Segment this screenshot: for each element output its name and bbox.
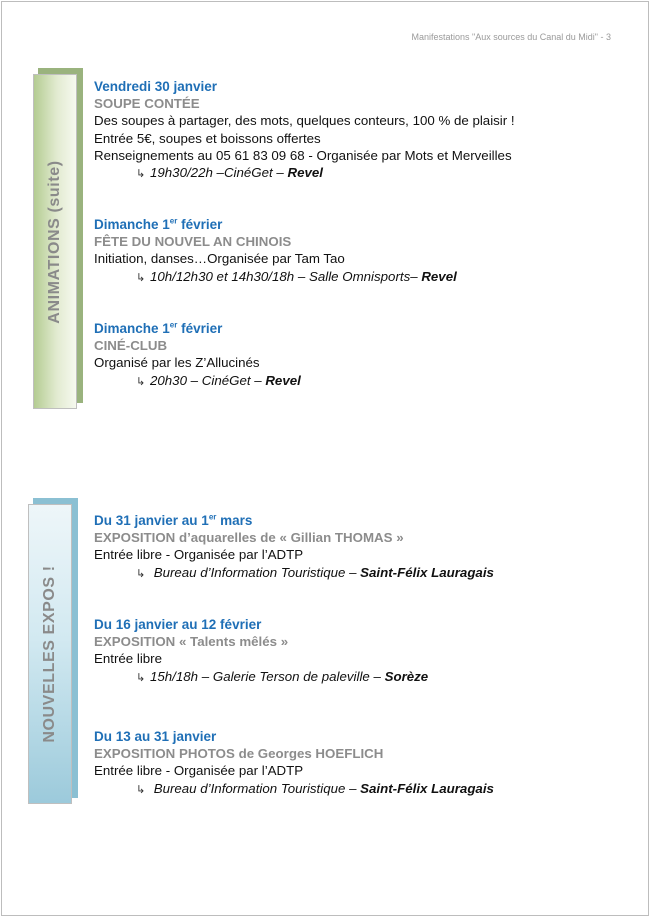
event-title: EXPOSITION « Talents mêlés » <box>94 634 289 650</box>
pointer-arrow-icon: ↳ <box>136 271 146 284</box>
event-description: Entrée libre - Organisée par l’ADTP <box>94 763 304 779</box>
pointer-arrow-icon: ↳ <box>136 168 146 181</box>
event-cine-club <box>94 320 614 391</box>
event-date: Vendredi 30 janvier <box>94 79 218 94</box>
event-date <box>94 320 614 337</box>
event-date <box>94 216 614 233</box>
expos-section-label: NOUVELLES EXPOS ! <box>41 565 58 743</box>
event-date-sup: er <box>208 512 217 522</box>
pointer-arrow-icon: ↳ <box>136 567 146 580</box>
event-location <box>94 268 614 287</box>
event-date-suffix: février <box>177 217 223 232</box>
event-description: Initiation, danses…Organisée par Tam Tao <box>94 251 345 267</box>
event-date: Du 16 janvier au 12 février <box>94 617 262 632</box>
event-date: Du 13 au 31 janvier <box>94 729 217 744</box>
event-title: EXPOSITION d’aquarelles de « Gillian THOMAS » <box>94 530 404 546</box>
event-date-sup: er <box>169 320 178 330</box>
event-title: FÊTE DU NOUVEL AN CHINOIS <box>94 234 292 250</box>
event-expo-talents-meles <box>94 616 614 687</box>
expos-section-tab <box>28 504 72 804</box>
event-location <box>94 564 614 583</box>
event-date-prefix: Dimanche 1 <box>94 321 170 336</box>
pointer-arrow-icon: ↳ <box>136 375 146 388</box>
running-header: Manifestations "Aux sources du Canal du Midi" - 3 <box>411 32 611 42</box>
event-city: Sorèze <box>384 668 429 684</box>
event-description: Organisé par les Z’Allucinés <box>94 355 260 371</box>
event-price: Entrée 5€, soupes et boissons offertes <box>94 130 321 146</box>
event-city: Saint-Félix Lauragais <box>360 780 494 796</box>
event-soupe-contee <box>94 78 614 183</box>
event-nouvel-an-chinois <box>94 216 614 287</box>
event-time-place: 20h30 – CinéGet – <box>150 372 266 388</box>
event-city: Saint-Félix Lauragais <box>360 564 494 580</box>
event-location <box>94 372 614 391</box>
event-description: Entrée libre - Organisée par l’ADTP <box>94 547 304 563</box>
event-city: Revel <box>421 268 457 284</box>
event-title: EXPOSITION PHOTOS de Georges HOEFLICH <box>94 746 384 762</box>
event-expo-photos-hoeflich <box>94 728 614 799</box>
event-date-prefix: Dimanche 1 <box>94 217 170 232</box>
event-date <box>94 512 614 529</box>
event-location <box>94 668 614 687</box>
pointer-arrow-icon: ↳ <box>136 783 146 796</box>
event-time-place: Bureau d’Information Touristique – <box>150 780 361 796</box>
event-description: Des soupes à partager, des mots, quelques conteurs, 100 % de plaisir ! <box>94 113 515 129</box>
event-time-place: 10h/12h30 et 14h30/18h – Salle Omnisports– <box>150 268 422 284</box>
event-title: SOUPE CONTÉE <box>94 96 200 112</box>
animations-section-tab <box>33 74 77 409</box>
event-date-suffix: février <box>177 321 223 336</box>
event-location <box>94 780 614 799</box>
event-expo-gillian-thomas <box>94 512 614 583</box>
event-date-sup: er <box>169 216 178 226</box>
event-city: Revel <box>265 372 301 388</box>
event-date-suffix: mars <box>216 513 253 528</box>
event-location <box>94 164 614 183</box>
pointer-arrow-icon: ↳ <box>136 671 146 684</box>
event-time-place: 15h/18h – Galerie Terson de paleville – <box>150 668 385 684</box>
event-contact: Renseignements au 05 61 83 09 68 - Organisée par Mots et Merveilles <box>94 147 512 163</box>
event-title: CINÉ-CLUB <box>94 338 168 354</box>
animations-section-label: ANIMATIONS (suite) <box>46 159 63 324</box>
event-time-place: Bureau d’Information Touristique – <box>150 564 361 580</box>
event-time-place: 19h30/22h –CinéGet – <box>150 165 288 181</box>
event-city: Revel <box>287 165 323 181</box>
event-description: Entrée libre <box>94 651 162 667</box>
event-date-prefix: Du 31 janvier au 1 <box>94 513 209 528</box>
